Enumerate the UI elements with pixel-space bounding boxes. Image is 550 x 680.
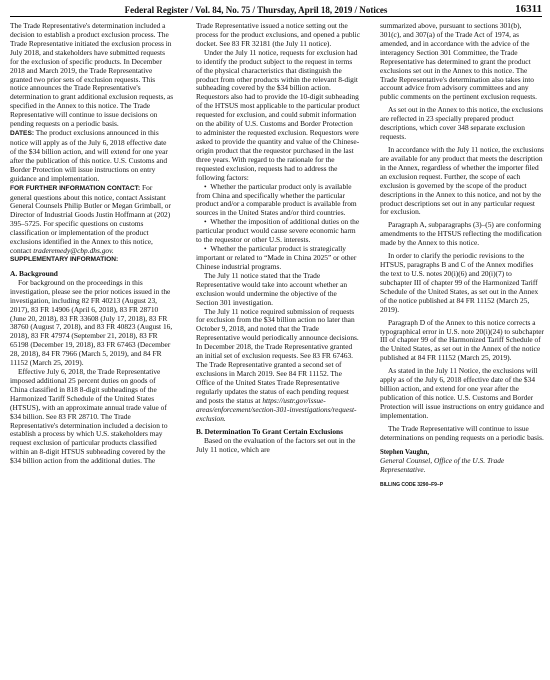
column-1	[10, 22, 174, 466]
paragraph: summarized above, pursuant to sections 301(b), 301(c), and 307(a) of the Trade Act of 1974, as amended, and in accordance with the advice of the interagency Section 301 Committee, the Trade Representative has determined to grant the product exclusions set out in the Annex to this notice. The Trade Representative's determination also takes into account advice from advisory committees and any public comments on the pertinent exclusion requests.	[380, 21, 538, 102]
paragraph-text: The July 11 notice required submission of requests for exclusion from the $34 billion action no later than October 9, 2018, and noted that the Trade Representative would periodically announce decisions. In December 2018, the Trade Representative granted an initial set of exclusion requests. See 83 FR 67463. The Trade Representative granted a second set of exclusions in March 2019. See 84 FR 11152. The Office of the United States Trade Representative regularly updates the status of each pending request and posts the status at	[196, 306, 359, 405]
status-url-link[interactable]: https://ustr.gov/issue-areas/enforcement/section-301-investigations/request-exclusion.	[196, 395, 357, 423]
page-number: 16311	[515, 3, 542, 15]
paragraph: Paragraph A, subparagraphs (3)–(5) are conforming amendments to the HTSUS reflecting the modification made by the Annex to this notice.	[380, 220, 542, 248]
paragraph: As set out in the Annex to this notice, the exclusions are reflected in 23 specially prepared product descriptions, which cover 348 separate exclusion requests.	[380, 105, 543, 142]
signature-title: General Counsel, Office of the U.S. Trade Representative.	[380, 456, 505, 475]
paragraph: As stated in the July 11 Notice, the exclusions will apply as of the July 6, 2018 effective date of the $34 billion action, and extend for one year after the publication of this notice. U.S. Customs and Border Protection will issue instructions on entry guidance and implementation.	[380, 366, 545, 420]
paragraph: For background on the proceedings in this investigation, please see the prior notices issued in the investigation, including 82 FR 40213 (August 23, 2017), 83 FR 14906 (April 6, 2018), 83 FR 28710 (June 20, 2018), 83 FR 33608 (July 17, 2018), 83 FR 38760 (August 7, 2018), and 83 FR 40823 (August 16, 2018), 83 FR 47974 (September 21, 2018), 83 FR 65198 (December 19, 2018), 83 FR 67463 (December 28, 2018), 84 FR 7966 (March 5, 2019), and 84 FR 11152 (March 25, 2019).	[10, 277, 173, 368]
paragraph: The Trade Representative will continue to issue determinations on pending requests on a periodic basis.	[380, 423, 544, 442]
page-header	[10, 3, 542, 17]
section-heading-b: B. Determination To Grant Certain Exclusions	[196, 427, 343, 437]
section-heading-a: A. Background	[10, 268, 58, 278]
paragraph	[196, 308, 360, 424]
column-3	[380, 22, 544, 490]
column-2	[196, 22, 360, 455]
paragraph: Based on the evaluation of the factors set out in the July 11 notice, which are	[196, 436, 356, 455]
contact-email[interactable]: traderemedy@cbp.dhs.gov.	[33, 246, 114, 256]
bullet-item: • Whether the particular product only is available from China and specifically whether the particular product and/or a comparable product is available from sources in the United States and/or third countries.	[196, 183, 360, 219]
dates-text: The product exclusions announced in this notice will apply as of the July 6, 2018 effective date of the $34 billion action, and will extend for one year after the publication of this notice. U.S. Customs and Border Protection will issue instructions on entry guidance and implementation.	[10, 128, 168, 183]
bullet-item: • Whether the particular product is strategically important or related to “Made in China 2025” or other Chinese industrial programs.	[196, 245, 360, 272]
contact-paragraph	[10, 184, 174, 256]
signature-name: Stephen Vaughn,	[380, 448, 430, 456]
paragraph: Effective July 6, 2018, the Trade Representative imposed additional 25 percent duties on goods of China classified in 818 8-digit subheadings of the Harmonized Tariff Schedule of the United States (HTSUS), with an approximate annual trade value of $34 billion. See 83 FR 28710. The Trade Representative's determination included a decision to establish a process by which U.S. stakeholders may request exclusion of particular products classified within an 8-digit HTSUS subheading covered by the $34 billion action from the additional duties. The	[10, 367, 168, 466]
paragraph: Trade Representative issued a notice setting out the process for the product exclusions, and opened a public docket. See 83 FR 32181 (the July 11 notice).	[196, 21, 360, 48]
contact-text: For general questions about this notice, contact Assistant General Counsels Philip Butler or Megan Grimball, or Director of Industrial Goods Justin Hoffmann at (202) 395–5725. For specific questions on customs classification or implementation of the product exclusions identified in the Annex to this notice, contact	[10, 182, 171, 256]
dates-paragraph	[10, 129, 174, 184]
header-rule	[10, 16, 542, 17]
paragraph: In accordance with the July 11 notice, the exclusions are available for any product that meets the description in the Annex, regardless of whether the importer filed an exclusion request. Further, the scope of each exclusion is governed by the scope of the product descriptions in the Annex to this notice, and not by the product descriptions set out in any particular request for exclusion.	[380, 144, 544, 217]
running-head: Federal Register / Vol. 84, No. 75 / Thursday, April 18, 2019 / Notices	[124, 5, 388, 15]
contact-label: FOR FURTHER INFORMATION CONTACT:	[10, 184, 141, 192]
paragraph: In order to clarify the periodic revisions to the HTSUS, paragraphs B and C of the Annex modifies the text to U.S. notes 20(i)(6) and 20(i)(7) to subchapter III of chapter 99 of the Harmonized Tariff Schedule of the United States, as set out in the Annex of the notice published at 84 FR 11152 (March 25, 2019).	[380, 251, 539, 314]
supplementary-label: SUPPLEMENTARY INFORMATION:	[10, 255, 119, 263]
paragraph: The Trade Representative's determination included a decision to establish a product exclusion process. The Trade Representative initiated the exclusion process in July 2018, and stakeholders have submitted requests for the exclusion of specific products. In December 2018 and March 2019, the Trade Representative granted two prior sets of exclusion requests. This notice announces the Trade Representative's determination to grant additional exclusion requests, as specified in the Annex to this notice. The Trade Representative will continue to issue decisions on pending requests on a periodic basis.	[10, 21, 174, 129]
dates-label: DATES:	[10, 130, 35, 138]
bullet-item: • Whether the imposition of additional duties on the particular product would cause severe economic harm to the requestor or other U.S. interests.	[196, 218, 360, 245]
paragraph: The July 11 notice stated that the Trade Representative would take into account whether an exclusion would undermine the objective of the Section 301 investigation.	[196, 270, 348, 307]
billing-code: BILLING CODE 3290–F9–P	[380, 482, 444, 489]
paragraph: Paragraph D of the Annex to this notice corrects a typographical error in U.S. note 20(i)(24) to subchapter III of chapter 99 of the Harmonized Tariff Schedule of the United States, as set out in the Annex of the notice published at 84 FR 11152 (March 25, 2019).	[380, 317, 544, 363]
paragraph: Under the July 11 notice, requests for exclusion had to identify the product subject to the request in terms of the physical characteristics that distinguish the product from other products within the relevant 8-digit subheading covered by the $34 billion action. Requestors also had to provide the 10-digit subheading of the HTSUS most applicable to the particular product requested for exclusion, and could submit information on the ability of U.S. Customs and Border Protection to administer the requested exclusion. Requestors were asked to provide the quantity and value of the Chinese-origin product that the requestor purchased in the last three years. With regard to the rationale for the requested exclusion, requests had to address the following factors:	[196, 47, 360, 182]
